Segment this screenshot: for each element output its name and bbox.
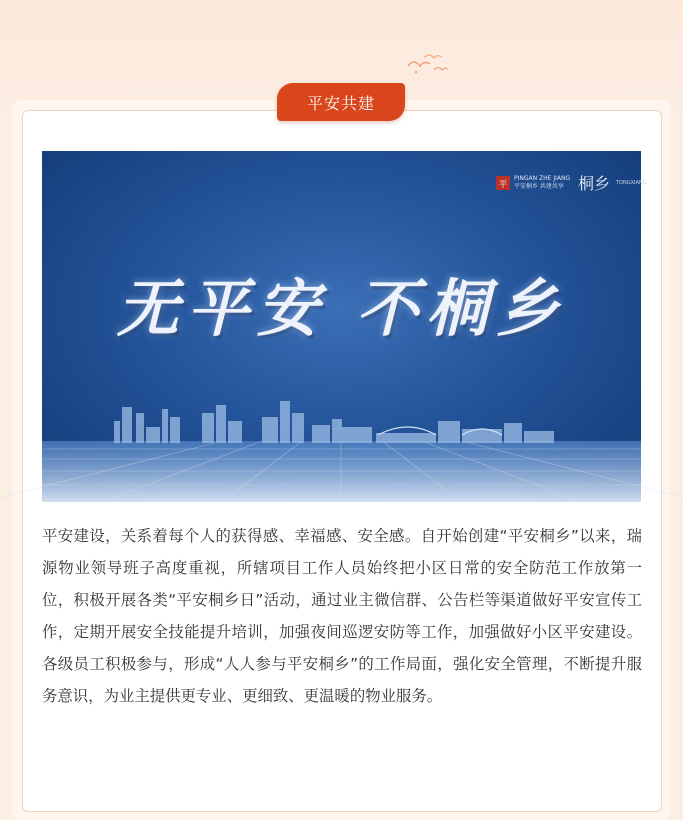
banner-slogan: 无平安 不桐乡 bbox=[116, 272, 567, 345]
banner-brand: 桐乡 bbox=[578, 174, 611, 193]
birds-icon bbox=[404, 50, 452, 76]
banner-image bbox=[42, 151, 647, 502]
logo-text-line1: PINGAN ZHE JIANG bbox=[514, 175, 571, 182]
banner-logo bbox=[496, 175, 570, 191]
logo-badge: 平 bbox=[496, 176, 510, 190]
logo-text-line2: 平安桐乡 共建共享 bbox=[514, 183, 564, 190]
article-paragraph: 平安建设，关系着每个人的获得感、幸福感、安全感。自开始创建“平安桐乡”以来，瑞源物业领导班子高度重视，所辖项目工作人员始终把小区日常的安全防范工作放第一位，积极开展各类“平安桐乡日”活动，通过业主微信群、公告栏等渠道做好平安宣传工作，定期开展安全技能提升培训，加强夜间巡逻安防等工作，加强做好小区平安建设。各级员工积极参与，形成“人人参与平安桐乡”的工作局面，强化安全管理，不断提升服务意识，为业主提供更专业、更细致、更温暖的物业服务。 bbox=[42, 527, 642, 705]
banner-brand-sub: TONGXIANG bbox=[616, 180, 647, 186]
section-tag: 平安共建 bbox=[277, 83, 405, 121]
